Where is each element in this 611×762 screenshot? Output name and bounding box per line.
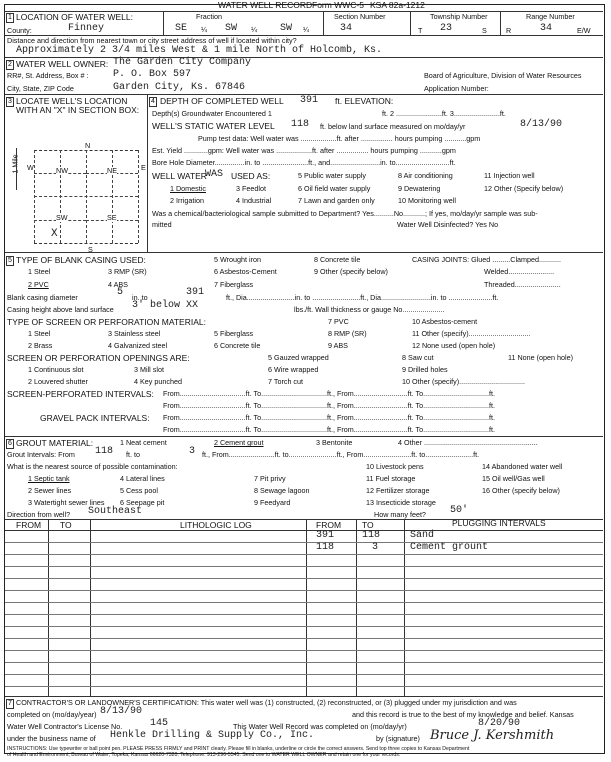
casing-option: 5 Wrought iron [214, 255, 262, 264]
contamination-option: 11 Fuel storage [366, 474, 416, 483]
ksa-number: KSA 82a-1212 [370, 0, 425, 10]
record-date-label: This Water Well Record was completed on (mo/day/yr) [233, 722, 407, 731]
owner-label: WATER WELL OWNER: [16, 59, 109, 69]
plug-row-1-desc: Sand [410, 530, 435, 541]
completed-label: completed on (mo/day/year) [7, 710, 97, 719]
instructions-line-2: of Health and Environment, Bureau of Water, Topeka, Kansas 66620-7320. Telephone: 913-296-5545. Send one to WATER WELL OWNER and retain one for your records. [7, 752, 401, 758]
plug-row-1-to: 118 [362, 530, 381, 541]
diameter-value: 5 [117, 287, 124, 298]
plug-row-2-to: 3 [372, 542, 379, 553]
how-many-feet-value: 50' [450, 505, 469, 516]
rule [410, 11, 411, 35]
rule [16, 148, 17, 190]
casing-welded: Welded....................... [484, 267, 555, 276]
contamination-option: 7 Pit privy [254, 474, 286, 483]
screen-option: 8 RMP (SR) [328, 329, 367, 338]
contamination-option-selected: 1 Septic tank [28, 474, 70, 483]
contamination-label: What is the nearest source of possible contamination: [7, 462, 178, 471]
rule [163, 11, 164, 35]
grout-option: 1 Neat cement [120, 438, 167, 447]
rule [147, 94, 148, 252]
north-label: N [85, 141, 91, 150]
quadrant-se: SE [107, 213, 117, 222]
screen-option: 4 Galvanized steel [108, 341, 168, 350]
grout-from-value: 118 [95, 446, 114, 457]
contamination-option: 9 Feedyard [254, 498, 291, 507]
rule [356, 519, 357, 696]
range-value: 34 [540, 23, 553, 34]
casing-option: 4 ABS [108, 280, 128, 289]
section-number-6: 6 [6, 439, 14, 449]
address-label: RR#, St. Address, Box # : [7, 71, 89, 80]
rule [5, 566, 603, 567]
casing-option: 9 Other (specify below) [314, 267, 388, 276]
rule [5, 578, 603, 579]
use-option: 5 Public water supply [298, 171, 366, 180]
contamination-option: 6 Seepage pit [120, 498, 165, 507]
plug-row-1-from: 391 [316, 530, 335, 541]
plug-row-2-desc: Cement grount [410, 542, 489, 553]
contamination-option: 13 Insecticide storage [366, 498, 436, 507]
license-label: Water Well Contractor's License No. [7, 722, 123, 731]
use-option: 4 Industrial [236, 196, 272, 205]
contamination-option: 16 Other (specify below) [482, 486, 560, 495]
casing-joints: CASING JOINTS: Glued .........Clamped........... [412, 255, 561, 264]
quadrant-ne: NE [107, 166, 117, 175]
use-option: 7 Lawn and garden only [298, 196, 375, 205]
groundwater-tail: ft. 2 .......................ft. 3.......................ft. [382, 109, 506, 118]
grout-to-value: 3 [189, 446, 196, 457]
rule [60, 150, 61, 243]
height-tail: lbs./ft. Wall thickness or gauge No..................... [294, 305, 445, 314]
opening-option: 9 Drilled holes [402, 365, 448, 374]
application-label: Application Number: [424, 84, 489, 93]
screen-option: 6 Concrete tile [214, 341, 261, 350]
grout-option: 3 Bentonite [316, 438, 353, 447]
section-value: 34 [340, 23, 353, 34]
opening-option: 2 Louvered shutter [28, 377, 88, 386]
contamination-option: 8 Sewage lagoon [254, 486, 310, 495]
fraction-label: Fraction [196, 12, 222, 21]
static-level-tail: ft. below land surface measured on mo/day/yr [320, 122, 466, 131]
rule [5, 602, 603, 603]
casing-option: 8 Concrete tile [314, 255, 361, 264]
rule [48, 519, 49, 696]
rule [112, 150, 113, 243]
contamination-option: 15 Oil well/Gas well [482, 474, 545, 483]
use-option: 3 Feedlot [236, 184, 266, 193]
depth-label: DEPTH OF COMPLETED WELL [160, 96, 284, 106]
casing-threaded: Threaded....................... [484, 280, 561, 289]
opening-option: 8 Saw cut [402, 353, 434, 362]
rule [404, 519, 405, 696]
grout-label: GROUT MATERIAL: [16, 438, 94, 448]
section-number-3: 3 [6, 97, 14, 107]
range-label: Range Number [526, 12, 575, 21]
static-level-label: WELL'S STATIC WATER LEVEL [152, 121, 275, 131]
rule [5, 542, 603, 543]
rule [34, 196, 138, 197]
rule [5, 696, 603, 697]
record-date-value: 8/20/90 [478, 718, 521, 729]
business-name: Henkle Drilling & Supply Co., Inc. [110, 730, 315, 741]
rule [5, 530, 603, 531]
distance-label: Distance and direction from nearest town or city street address of well if located within city? [7, 36, 297, 45]
plug-to-header: TO [362, 520, 374, 530]
rule [500, 11, 501, 35]
how-many-feet-label: How many feet? [374, 510, 426, 519]
rule [323, 11, 324, 35]
rule [90, 519, 91, 696]
screen-intervals-label: SCREEN-PERFORATED INTERVALS: [7, 389, 154, 399]
well-location-x: X [51, 228, 58, 240]
grout-option-selected: 2 Cement grout [214, 438, 264, 447]
section-number-4: 4 [149, 97, 157, 107]
chemical-sample-line-2: mitted [152, 220, 172, 229]
bore-line: Bore Hole Diameter...............in. to .......................ft., and.........................in. to...........................ft. [152, 158, 456, 167]
plug-from-header: FROM [316, 520, 342, 530]
use-option: 10 Monitoring well [398, 196, 456, 205]
casing-option: 3 RMP (SR) [108, 267, 147, 276]
diameter-label: Blank casing diameter [7, 293, 78, 302]
gravel-intervals-label: GRAVEL PACK INTERVALS: [40, 413, 150, 423]
contamination-option: 14 Abandoned water well [482, 462, 563, 471]
use-option: 2 Irrigation [170, 196, 204, 205]
opening-option: 5 Gauzed wrapped [268, 353, 329, 362]
township-s: S [482, 26, 487, 35]
rule [5, 554, 603, 555]
west-label: W [27, 163, 34, 172]
rule [5, 650, 603, 651]
chemical-sample-line: Was a chemical/bacteriological sample submitted to Department? Yes..........No...........; If yes, mo/day/yr sample was sub- [152, 209, 538, 218]
openings-label: SCREEN OR PERFORATION OPENINGS ARE: [7, 353, 190, 363]
opening-option: 4 Key punched [134, 377, 182, 386]
form-number: Form WWC-5 [312, 0, 364, 10]
form-title: WATER WELL RECORD [218, 0, 313, 10]
owner-name: The Garden City Company [113, 57, 252, 68]
log-to-header: TO [60, 520, 72, 530]
quadrant-nw: NW [56, 166, 68, 175]
use-option: 6 Oil field water supply [298, 184, 371, 193]
use-option: 8 Air conditioning [398, 171, 453, 180]
contamination-option: 12 Fertilizer storage [366, 486, 430, 495]
range-ew: E/W [577, 26, 591, 35]
contamination-option: 4 Lateral lines [120, 474, 165, 483]
quarter-3: SW [280, 23, 293, 34]
board-text: Board of Agriculture, Division of Water Resources [424, 71, 582, 80]
interval-row: From.................................ft. To.................................ft., From...........................ft. To.................................ft. [163, 425, 496, 434]
interval-row: From.................................ft. To.................................ft., From...........................ft. To.................................ft. [163, 401, 496, 410]
rule [5, 638, 603, 639]
screen-material-label: TYPE OF SCREEN OR PERFORATION MATERIAL: [7, 317, 206, 327]
township-label: Township Number [430, 12, 488, 21]
depth-value: 391 [300, 95, 319, 106]
casing-option-selected: 2 PVC [28, 280, 49, 289]
section-number-label: Section Number [334, 12, 386, 21]
east-label: E [141, 163, 146, 172]
casing-option: 1 Steel [28, 267, 51, 276]
casing-label: TYPE OF BLANK CASING USED: [16, 255, 146, 265]
rule [5, 590, 603, 591]
location-label: LOCATION OF WATER WELL: [16, 12, 133, 22]
use-option: 11 Injection well [484, 171, 535, 180]
use-option-selected: 1 Domestic [170, 184, 206, 193]
grout-intervals-label: Grout Intervals: From [7, 450, 75, 459]
diameter-mid: in. to [132, 293, 148, 302]
screen-option: 12 None used (open hole) [412, 341, 496, 350]
quarter-2: SW [225, 23, 238, 34]
rule [5, 252, 603, 253]
height-value: 3' below XX [132, 300, 199, 311]
yield-line: Est. Yield ............gpm: Well water was ..................ft. after ................ hours pumping ...........gpm [152, 146, 456, 155]
quarter-symbol: ¼ [201, 25, 207, 34]
grout-mid: ft. to [126, 450, 140, 459]
business-label: under the business name of [7, 734, 96, 743]
direction-value: Southeast [88, 506, 143, 517]
quarter-symbol: ¼ [251, 25, 257, 34]
use-label: WELL WATER [152, 171, 207, 181]
contamination-option: 10 Livestock pens [366, 462, 424, 471]
opening-option: 3 Mill slot [134, 365, 164, 374]
screen-option: 10 Asbestos-cement [412, 317, 478, 326]
direction-label: Direction from well? [7, 510, 71, 519]
plugging-intervals-header: PLUGGING INTERVALS [452, 518, 546, 528]
interval-row: From.................................ft. To.................................ft., From...........................ft. To.................................ft. [163, 389, 496, 398]
rule [5, 57, 603, 58]
pump-test-line: Pump test data: Well water was ..................ft. after ................ hours pumping ...........gpm [198, 134, 481, 143]
rule [5, 11, 603, 12]
casing-option: 6 Asbestos-Cement [214, 267, 277, 276]
opening-option: 10 Other (specify)................................. [402, 377, 526, 386]
completed-date: 8/13/90 [100, 706, 143, 717]
rule [5, 626, 603, 627]
distance-value: Approximately 2 3/4 miles West & 1 mile North of Holcomb, Ks. [16, 45, 383, 56]
contamination-option: 5 Cess pool [120, 486, 158, 495]
log-from-header: FROM [16, 520, 42, 530]
depth-tail: ft. ELEVATION: [335, 96, 394, 106]
quadrant-sw: SW [56, 213, 68, 222]
grout-option: 4 Other ......................................................... [398, 438, 538, 447]
rule [5, 674, 603, 675]
quarter-1: SE [175, 23, 188, 34]
signature-label: by (signature) [376, 734, 420, 743]
rule [5, 614, 603, 615]
section-number-1: 1 [6, 13, 14, 23]
county-label: County: [7, 26, 32, 35]
grout-tail: ft., From.......................ft. to........................ft., From........................ft. to........................ft. [202, 450, 480, 459]
rule [5, 686, 603, 687]
township-value: 23 [440, 23, 453, 34]
interval-row: From.................................ft. To.................................ft., From...........................ft. To.................................ft. [163, 413, 496, 422]
section-number-5: 5 [6, 256, 14, 266]
rule [34, 243, 138, 244]
height-label: Casing height above land surface [7, 305, 114, 314]
groundwater-label: Depth(s) Groundwater Encountered 1 [152, 109, 272, 118]
county-value: Finney [68, 23, 105, 34]
screen-option: 11 Other (specify)............................... [412, 329, 531, 338]
use-option: 9 Dewatering [398, 184, 441, 193]
static-level-date: 8/13/90 [520, 119, 563, 130]
mile-label: 1 Mile [10, 154, 20, 174]
rule [138, 150, 139, 243]
address-value: P. O. Box 597 [113, 69, 192, 80]
opening-option: 11 None (open hole) [508, 353, 573, 362]
signature: Bruce J. Kershmith [430, 728, 555, 743]
contamination-option: 2 Sewer lines [28, 486, 72, 495]
locate-label: LOCATE WELL'S LOCATION WITH AN "X" IN SECTION BOX: [16, 96, 140, 115]
rule [5, 662, 603, 663]
screen-option: 3 Stainless steel [108, 329, 161, 338]
use-option: 12 Other (Specify below) [484, 184, 564, 193]
certification-text: CONTRACTOR'S OR LANDOWNER'S CERTIFICATION: This water well was (1) constructed, (2) reconstructed, or (3) plugged under my jurisdiction and was [16, 698, 517, 707]
section-number-7: 7 [6, 699, 14, 709]
rule [5, 436, 603, 437]
opening-option: 7 Torch cut [268, 377, 304, 386]
city-label: City, State, ZIP Code [7, 84, 74, 93]
south-label: S [88, 245, 93, 254]
instructions-line-1: INSTRUCTIONS: Use typewriter or ball point pen. PLEASE PRESS FIRMLY and PRINT clearly. Please fill in blanks, underline or circle the correct answers. Send top three copies to Kansas Department [7, 746, 470, 752]
screen-option: 2 Brass [28, 341, 53, 350]
city-value: Garden City, Ks. 67846 [113, 82, 246, 93]
quarter-symbol: ¼ [303, 25, 309, 34]
township-t: T [418, 26, 423, 35]
use-tail: USED AS: [231, 171, 271, 181]
screen-option: 7 PVC [328, 317, 349, 326]
rule [306, 519, 307, 696]
diameter-tail: ft., Dia........................in. to ........................ft., Dia.........................in. to ......................ft. [226, 293, 499, 302]
static-level-value: 118 [291, 119, 310, 130]
lithologic-log-header: LITHOLOGIC LOG [180, 520, 252, 530]
plug-row-2-from: 118 [316, 542, 335, 553]
contamination-option: 3 Watertight sewer lines [28, 498, 105, 507]
screen-option: 9 ABS [328, 341, 348, 350]
screen-option: 5 Fiberglass [214, 329, 254, 338]
use-handwritten: WAS [205, 169, 224, 180]
range-r: R [506, 26, 512, 35]
disinfected-line: Water Well Disinfected? Yes No [397, 220, 499, 229]
license-value: 145 [150, 718, 169, 729]
completed-tail: and this record is true to the best of my knowledge and belief. Kansas [352, 710, 574, 719]
opening-option: 6 Wire wrapped [268, 365, 319, 374]
screen-option: 1 Steel [28, 329, 51, 338]
opening-option: 1 Continuous slot [28, 365, 84, 374]
casing-option: 7 Fiberglass [214, 280, 254, 289]
diameter-to-value: 391 [186, 287, 205, 298]
section-number-2: 2 [6, 60, 14, 70]
